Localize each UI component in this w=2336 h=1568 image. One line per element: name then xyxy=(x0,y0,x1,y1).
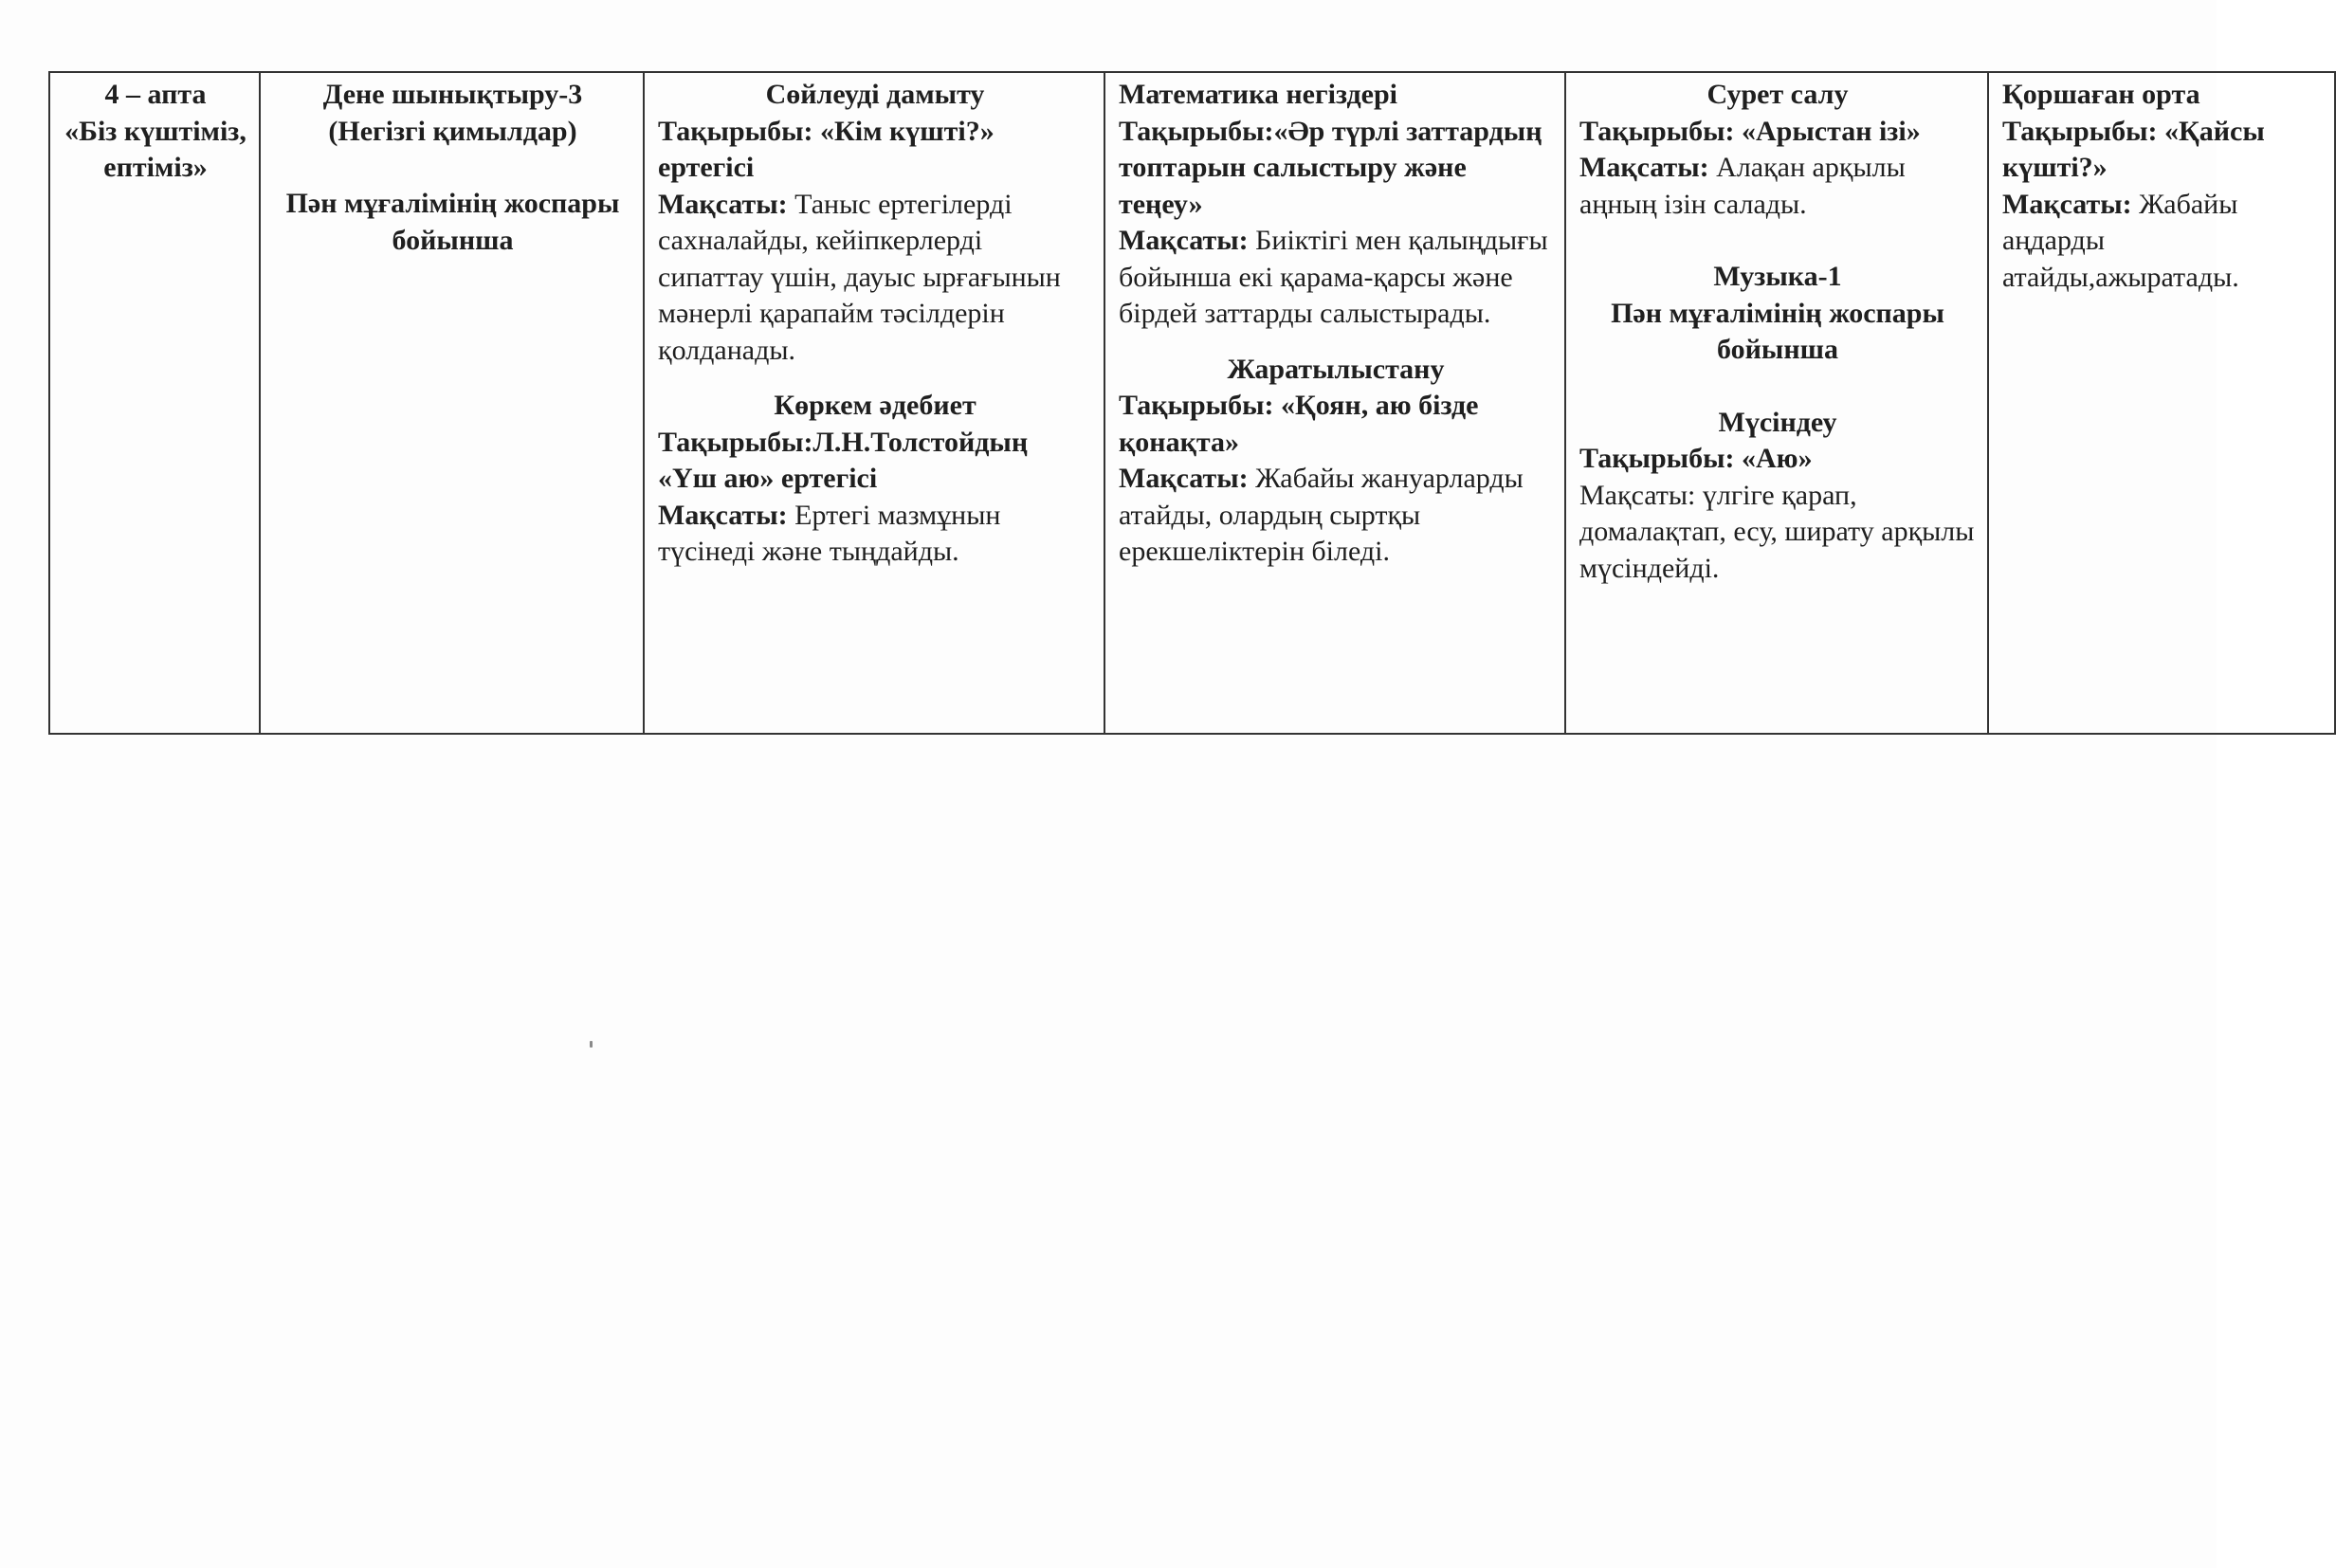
subject-title: Математика негіздері xyxy=(1119,79,1397,110)
physical-education-cell xyxy=(260,72,644,734)
topic-value: «Әр түрлі заттардың топтарын салыстыру және теңеу» xyxy=(1119,115,1542,220)
goal-label: Мақсаты: xyxy=(1579,479,1696,511)
weekly-plan-table xyxy=(48,71,2336,735)
topic-label: Тақырыбы: xyxy=(658,115,813,147)
goal-value: Таныс ертегілерді сахналайды, кейіпкерлерді сипаттау үшін, дауыс ырғағынын мәнерлі қарапайм тәсілдерін қолданады. xyxy=(658,188,1061,366)
math-nature-cell xyxy=(1104,72,1565,734)
goal-label: Мақсаты: xyxy=(2002,188,2132,220)
goal-value: Жабайы жануарларды атайды, олардың сыртқы ерекшеліктерін біледі. xyxy=(1119,463,1524,567)
topic-value: «Қоян, аю бізде қонақта» xyxy=(1119,390,1479,458)
art-music-modelling-cell xyxy=(1565,72,1988,734)
goal-label: Мақсаты: xyxy=(1119,463,1249,494)
topic-value: «Кім күшті?» ертегісі xyxy=(658,115,995,183)
week-theme: «Біз күштіміз, ептіміз» xyxy=(64,115,246,183)
goal-label: Мақсаты: xyxy=(658,188,788,220)
topic-label: Тақырыбы: xyxy=(658,426,813,458)
topic-label: Тақырыбы: xyxy=(1579,115,1735,147)
goal-value: үлгіге қарап, домалақтап, есу, ширату арқылы мүсіндейді. xyxy=(1579,479,1975,584)
table-row xyxy=(49,72,2335,734)
environment-cell xyxy=(1988,72,2335,734)
topic-label: Тақырыбы: xyxy=(2002,115,2158,147)
topic-value: «Қайсы күшті?» xyxy=(2002,115,2265,183)
goal-label: Мақсаты: xyxy=(1119,225,1249,256)
week-cell xyxy=(49,72,260,734)
goal-value: Жабайы аңдарды атайды,ажыратады. xyxy=(2002,188,2239,293)
scan-speck xyxy=(590,1041,593,1048)
subject-title: Қоршаған орта xyxy=(2002,79,2200,110)
goal-label: Мақсаты: xyxy=(658,499,788,531)
subject-title: Жаратылыстану xyxy=(1227,353,1445,385)
topic-label: Тақырыбы: xyxy=(1119,115,1274,147)
subject-subtitle: (Негізгі қимылдар) xyxy=(328,115,577,147)
goal-value: Ертегі мазмұнын түсінеді және тыңдайды. xyxy=(658,499,1001,567)
subject-title: Сөйлеуді дамыту xyxy=(765,79,985,110)
teacher-plan-note: Пән мұғалімінің жоспары бойынша xyxy=(285,188,620,256)
topic-value: «Аю» xyxy=(1742,443,1813,474)
goal-value: Биіктігі мен қалыңдығы бойынша екі қарама-қарсы және бірдей заттарды салыстырады. xyxy=(1119,225,1548,329)
subject-title: Музыка-1 xyxy=(1713,261,1842,292)
topic-label: Тақырыбы: xyxy=(1579,443,1735,474)
topic-label: Тақырыбы: xyxy=(1119,390,1274,421)
subject-title: Көркем әдебиет xyxy=(774,390,976,421)
goal-label: Мақсаты: xyxy=(1579,152,1709,183)
topic-value: Л.Н.Толстойдың «Үш аю» ертегісі xyxy=(658,426,1029,494)
goal-value: Алақан арқылы аңның ізін салады. xyxy=(1579,152,1906,220)
speech-literature-cell xyxy=(644,72,1104,734)
subject-title: Мүсіндеу xyxy=(1718,406,1837,438)
week-number: 4 – апта xyxy=(104,79,207,110)
topic-value: «Арыстан ізі» xyxy=(1742,115,1921,147)
teacher-plan-note: Пән мұғалімінің жоспары бойынша xyxy=(1611,297,1944,365)
subject-title: Дене шынықтыру-3 xyxy=(322,79,583,110)
subject-title: Сурет салу xyxy=(1706,79,1849,110)
